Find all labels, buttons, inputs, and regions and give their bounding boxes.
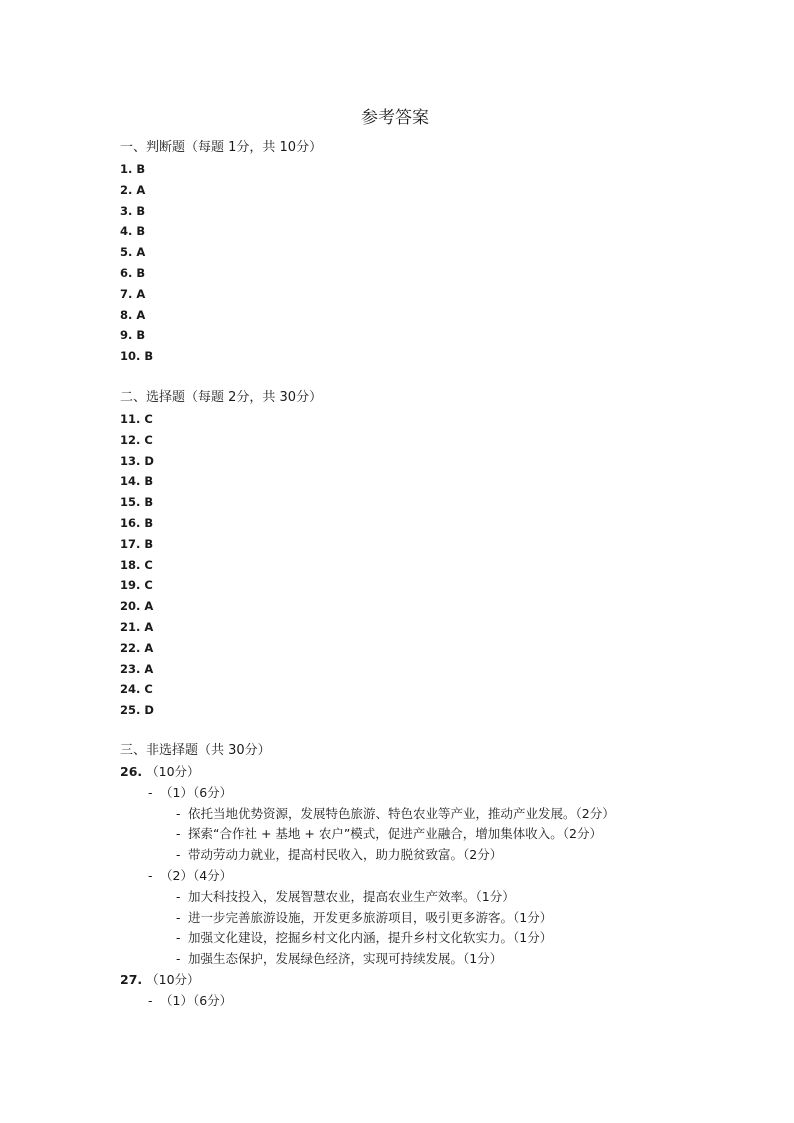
bullet-dash: - (176, 805, 181, 821)
answer-item: 17. B (120, 536, 154, 551)
question-27-score: （10分） (146, 971, 200, 987)
answer-item: 20. A (120, 599, 154, 614)
question-27-part-1 (120, 991, 720, 1012)
point-text: 进一步完善旅游设施，开发更多旅游项目，吸引更多游客。（1分） (188, 909, 553, 925)
section-2-answer-list (120, 409, 154, 721)
question-26-header (120, 762, 720, 783)
bullet-dash: - (148, 867, 153, 883)
answer-item: 15. B (120, 495, 154, 510)
bullet-dash: - (176, 930, 181, 946)
section-2-heading: 二、选择题（每题 2分，共 30分） (120, 390, 323, 405)
part-label: （1）（6分） (160, 992, 233, 1008)
answer-item: 18. C (120, 557, 153, 572)
question-26-part-1 (120, 783, 720, 804)
bullet-dash: - (176, 909, 181, 925)
question-26-part-1-point (120, 804, 720, 825)
answer-item: 22. A (120, 640, 154, 655)
question-26-score: （10分） (146, 764, 200, 779)
point-text: 加强文化建设，挖掘乡村文化内涵，提升乡村文化软实力。（1分） (188, 930, 553, 946)
answer-item: 10. B (120, 349, 154, 364)
answer-item: 8. A (120, 307, 146, 322)
point-text: 加大科技投入，发展智慧农业，提高农业生产效率。（1分） (188, 888, 515, 904)
section-1-answer-list (120, 159, 153, 367)
answer-item: 7. A (120, 286, 146, 301)
bullet-dash: - (176, 847, 181, 863)
answer-item: 6. B (120, 265, 146, 280)
section-1-heading: 一、判断题（每题 1分，共 10分） (120, 140, 323, 155)
answer-item: 25. D (120, 703, 154, 718)
answer-item: 9. B (120, 328, 146, 343)
question-26-part-2-point (120, 949, 720, 970)
bullet-dash: - (176, 951, 181, 967)
answer-item: 3. B (120, 203, 146, 218)
answer-item: 2. A (120, 182, 146, 197)
answer-item: 24. C (120, 682, 153, 697)
answer-item: 5. A (120, 245, 146, 260)
question-26-part-1-point (120, 824, 720, 845)
section-3-body (120, 762, 720, 1012)
question-26-part-1-point (120, 845, 720, 866)
page-title: 参考答案 (361, 108, 429, 128)
answer-item: 1. B (120, 162, 146, 176)
question-27-header (120, 970, 720, 991)
answer-item: 19. C (120, 578, 153, 593)
answer-item: 14. B (120, 474, 154, 489)
answer-item: 16. B (120, 515, 154, 530)
point-text: 探索“合作社 + 基地 + 农户”模式，促进产业融合，增加集体收入。（2分） (188, 826, 602, 842)
answer-item: 21. A (120, 619, 154, 634)
part-label: （2）（4分） (160, 867, 233, 883)
question-26-part-2-point (120, 908, 720, 929)
question-26-part-2-point (120, 887, 720, 908)
answer-item: 11. C (120, 412, 153, 426)
question-26-part-2 (120, 866, 720, 887)
question-27-number: 27. (120, 971, 143, 987)
point-text: 带动劳动力就业，提高村民收入，助力脱贫致富。（2分） (188, 847, 503, 863)
point-text: 依托当地优势资源，发展特色旅游、特色农业等产业，推动产业发展。（2分） (188, 805, 615, 821)
part-label: （1）（6分） (160, 784, 233, 800)
answer-item: 23. A (120, 661, 154, 676)
bullet-dash: - (148, 992, 153, 1008)
question-26-number: 26. (120, 764, 143, 779)
section-3-heading: 三、非选择题（共 30分） (120, 743, 271, 758)
point-text: 加强生态保护，发展绿色经济，实现可持续发展。（1分） (188, 951, 503, 967)
bullet-dash: - (176, 888, 181, 904)
answer-item: 13. D (120, 453, 154, 468)
bullet-dash: - (176, 826, 181, 842)
question-26-part-2-point (120, 928, 720, 949)
bullet-dash: - (148, 784, 153, 800)
answer-item: 4. B (120, 224, 146, 239)
answer-item: 12. C (120, 432, 153, 447)
